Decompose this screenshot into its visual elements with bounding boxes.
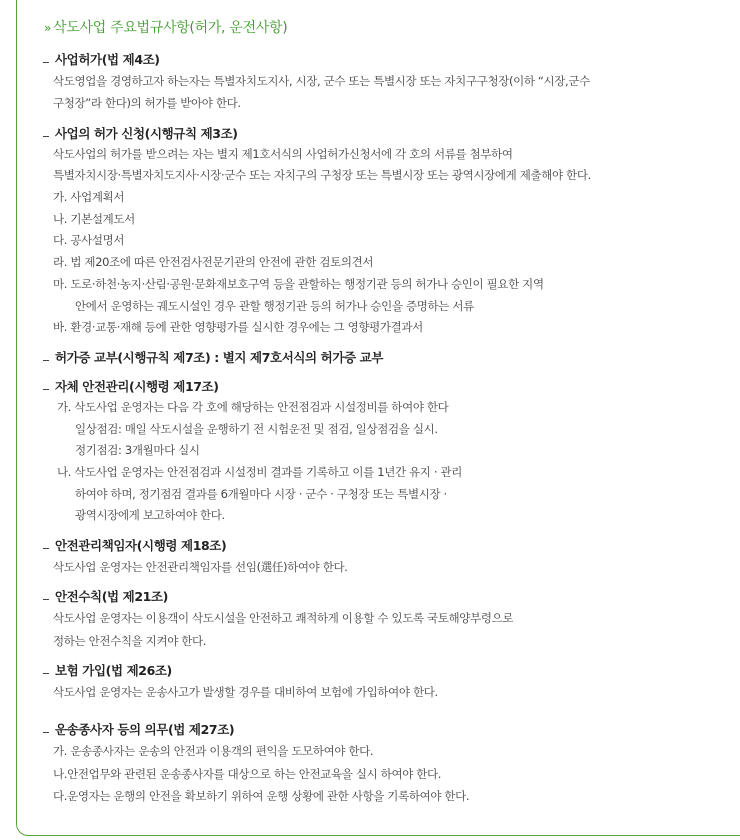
section-safety-management: [43, 377, 733, 527]
section-title: 자체 안전관리(시행령 제17조): [55, 378, 219, 394]
list-item: 나. 기본설계도서: [53, 211, 135, 226]
section-safety-officer: [43, 536, 733, 578]
list-item: 바. 환경·교통·재해 등에 관한 영향평가를 실시한 경우에는 그 영향평가결과서: [53, 320, 423, 335]
text-line: 삭도영업을 경영하고자 하는자는 특별자치도지사, 시장, 군수 또는 특별시장 또는 자치구구청장(이하 “시장,군수: [53, 74, 590, 88]
list-item: 다. 공사설명서: [53, 233, 125, 248]
section-title: 허가증 교부(시행규칙 제7조) : 별지 제7호서식의 허가증 교부: [55, 349, 384, 365]
list-item-continuation: 안에서 운영하는 궤도시설인 경우 관할 행정기관 등의 허가나 승인을 증명하는 서류: [75, 298, 474, 313]
section-title: 운송종사자 등의 의무(법 제27조): [55, 722, 235, 738]
regulations-list: [43, 50, 733, 816]
page-title: [44, 17, 287, 37]
list-item-continuation: 정기점검: 3개월마다 실시: [75, 443, 200, 458]
list-item: 나.안전업무와 관련된 운송종사자를 대상으로 하는 안전교육을 실시 하여야 한다.: [53, 766, 442, 781]
dash-icon: [43, 673, 49, 674]
list-item-continuation: 하여야 하며, 정기점검 결과를 6개월마다 시장 · 군수 · 구청장 또는 특별시장 ·: [75, 486, 447, 501]
section-permit-application: [43, 124, 733, 339]
list-item: 나. 삭도사업 운영자는 안전점검과 시설정비 결과를 기록하고 이를 1년간 유지 · 관리: [57, 465, 462, 480]
text-line: 구청장”라 한다)의 허가를 받아야 한다.: [53, 96, 241, 111]
list-item-continuation: 광역시장에게 보고하여야 한다.: [75, 508, 225, 523]
double-chevron-icon: »: [44, 21, 52, 35]
dash-icon: [43, 360, 49, 361]
section-safety-rules: [43, 587, 733, 652]
list-item: 가. 삭도사업 운영자는 다음 각 호에 해당하는 안전점검과 시설정비를 하여야 한다: [57, 399, 449, 414]
section-license-issuance: [43, 348, 733, 368]
section-title: 안전수칙(법 제21조): [55, 589, 168, 605]
list-item: 라. 법 제20조에 따른 안전검사전문기관의 안전에 관한 검토의견서: [53, 255, 374, 270]
list-item: 마. 도로·하천·농지·산림·공원·문화재보호구역 등을 관할하는 행정기관 등의 허가나 승인이 필요한 지역: [53, 276, 544, 291]
section-insurance: [43, 661, 733, 703]
dash-icon: [43, 62, 49, 63]
section-title: 안전관리책임자(시행령 제18조): [55, 538, 227, 554]
section-operator-duties: [43, 720, 733, 807]
text-line: 삭도사업의 허가를 받으려는 자는 별지 제1호서식의 사업허가신청서에 각 호의 서류를 첨부하여: [53, 146, 513, 161]
text-line: 특별자치시장·특별자치도지사·시장·군수 또는 자치구의 구청장 또는 특별시장 또는 광역시장에게 제출해야 한다.: [53, 168, 591, 183]
section-title: 사업의 허가 신청(시행규칙 제3조): [55, 125, 238, 141]
page-title-text: 삭도사업 주요법규사항(허가, 운전사항): [53, 20, 288, 36]
text-line: 삭도사업 운영자는 안전관리책임자를 선임(選任)하여야 한다.: [53, 560, 348, 575]
list-item: 가. 운송종사자는 운송의 안전과 이용객의 편익을 도모하여야 한다.: [53, 744, 374, 759]
section-title: 사업허가(법 제4조): [55, 52, 160, 67]
dash-icon: [43, 136, 49, 137]
dash-icon: [43, 389, 49, 390]
text-line: 삭도사업 운영자는 이용객이 삭도시설을 안전하고 쾌적하게 이용할 수 있도록 국토해양부령으로: [53, 611, 514, 626]
section-business-permit: [43, 50, 733, 115]
dash-icon: [43, 599, 49, 600]
list-item: 가. 사업계획서: [53, 190, 125, 204]
section-title: 보험 가입(법 제26조): [55, 663, 172, 679]
dash-icon: [43, 548, 49, 549]
list-item-continuation: 일상점검: 매일 삭도시설을 운행하기 전 시험운전 및 점검, 일상점검을 실시.: [75, 421, 438, 436]
list-item: 다.운영자는 운행의 안전을 확보하기 위하여 운행 상황에 관한 사항을 기록하여야 한다.: [53, 788, 470, 803]
dash-icon: [43, 732, 49, 733]
text-line: 정하는 안전수칙을 지켜야 한다.: [53, 633, 207, 648]
text-line: 삭도사업 운영자는 운송사고가 발생할 경우를 대비하여 보험에 가입하여야 한다.: [53, 685, 438, 700]
